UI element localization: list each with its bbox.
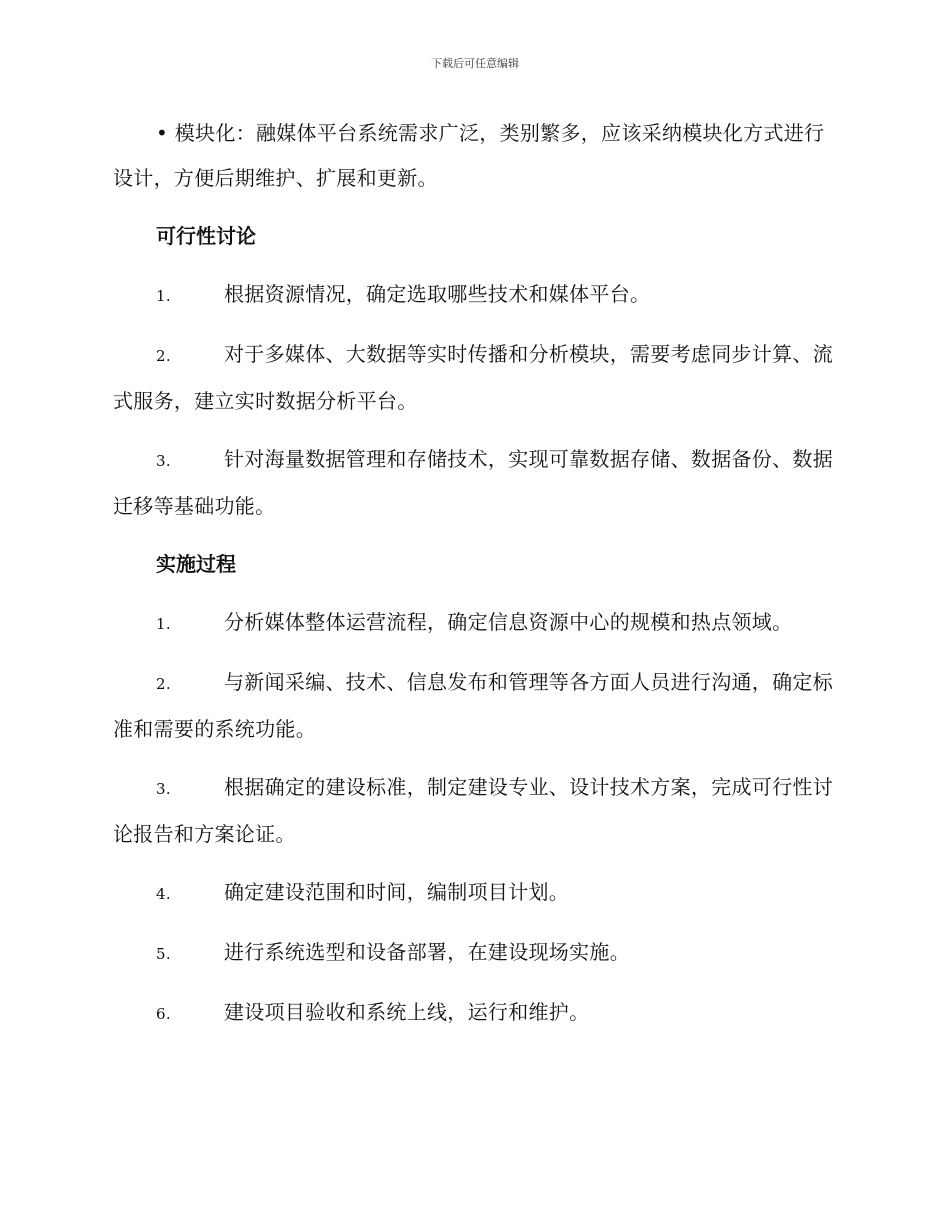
- intro-paragraph: • 模块化：融媒体平台系统需求广泛，类别繁多，应该采纳模块化方式进行设计，方便后期维护、扩展和更新。: [113, 121, 825, 190]
- list-number: 3.: [156, 452, 171, 470]
- list-item: [113, 765, 835, 857]
- list-text: 分析媒体整体运营流程，确定信息资源中心的规模和热点领域。: [224, 610, 793, 634]
- list-number: 1.: [156, 287, 171, 305]
- list-number: 6.: [156, 1005, 171, 1023]
- list-number: 4.: [156, 885, 171, 903]
- list-number: 3.: [156, 780, 171, 798]
- list-item: [113, 990, 835, 1037]
- list-number: 2.: [156, 347, 171, 365]
- list-text: 根据确定的建设标准，制定建设专业、设计技术方案，完成可行性讨论报告和方案论证。: [113, 775, 833, 846]
- list-text: 与新闻采编、技术、信息发布和管理等各方面人员进行沟通，确定标准和需要的系统功能。: [113, 670, 833, 741]
- document-body: [113, 111, 835, 1037]
- list-item: [113, 437, 835, 529]
- list-item: [113, 600, 835, 647]
- list-number: 5.: [156, 945, 171, 963]
- section-heading-implementation: 实施过程: [156, 552, 236, 576]
- list-item: [113, 870, 835, 917]
- list-item: [113, 660, 835, 752]
- list-item: [113, 272, 835, 319]
- section-heading-feasibility: 可行性讨论: [156, 224, 256, 248]
- list-text: 确定建设范围和时间，编制项目计划。: [224, 880, 570, 904]
- page-header: 下载后可任意编辑: [431, 57, 519, 70]
- list-number: 2.: [156, 675, 171, 693]
- list-text: 对于多媒体、大数据等实时传播和分析模块，需要考虑同步计算、流式服务，建立实时数据分析平台。: [113, 342, 833, 413]
- list-item: [113, 332, 835, 424]
- list-text: 针对海量数据管理和存储技术，实现可靠数据存储、数据备份、数据迁移等基础功能。: [113, 447, 833, 518]
- list-text: 建设项目验收和系统上线，运行和维护。: [224, 1000, 590, 1024]
- list-text: 根据资源情况，确定选取哪些技术和媒体平台。: [224, 282, 651, 306]
- list-number: 1.: [156, 615, 171, 633]
- list-item: [113, 930, 835, 977]
- list-text: 进行系统选型和设备部署，在建设现场实施。: [224, 940, 630, 964]
